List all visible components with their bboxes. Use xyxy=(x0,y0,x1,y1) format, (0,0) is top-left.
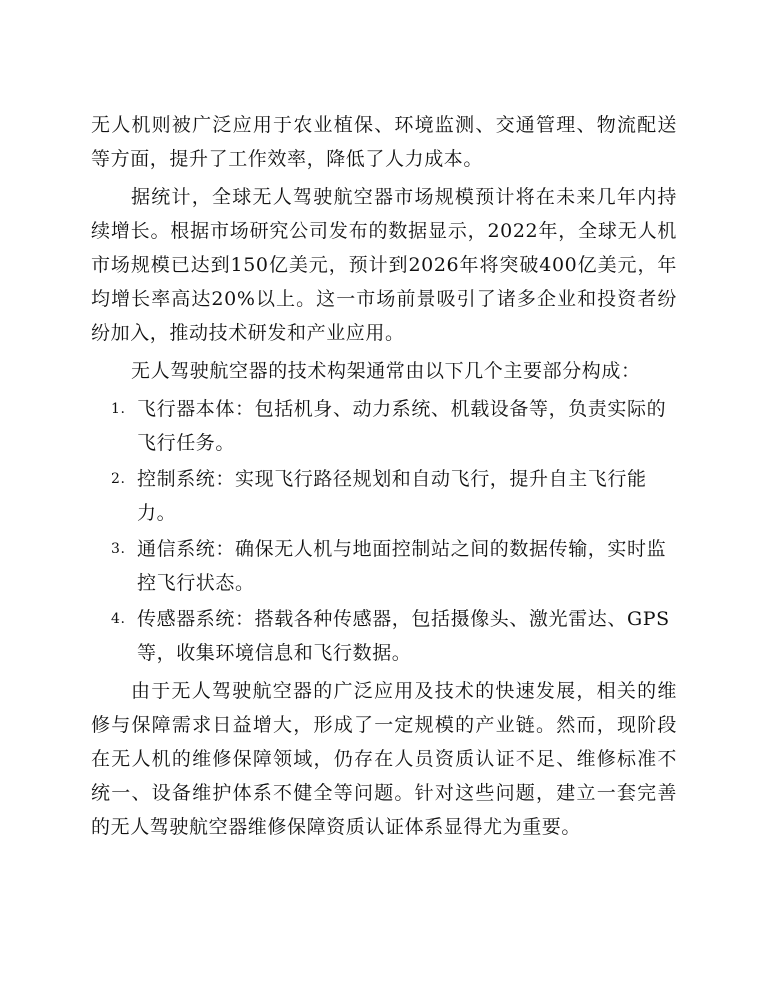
list-item xyxy=(91,462,677,530)
list-item-number: 1. xyxy=(111,401,126,417)
architecture-list xyxy=(91,392,677,670)
list-item-text: 通信系统：确保无人机与地面控制站之间的数据传输，实时监控飞行状态。 xyxy=(137,538,667,594)
list-item-number: 2. xyxy=(111,471,126,487)
paragraph-architecture-intro: 无人驾驶航空器的技术构架通常由以下几个主要部分构成： xyxy=(131,360,641,382)
list-item xyxy=(91,392,677,460)
paragraph-maintenance-issues: 由于无人驾驶航空器的广泛应用及技术的快速发展，相关的维修与保障需求日益增大，形成了一定规模的产业链。然而，现阶段在无人机的维修保障领域，仍存在人员资质认证不足、维修标准不统一、设备维护体系不健全等问题。针对这些问题，建立一套完善的无人驾驶航空器维修保障资质认证体系显得尤为重要。 xyxy=(91,680,677,838)
list-item-number: 3. xyxy=(111,541,126,557)
list-item-number: 4. xyxy=(111,611,126,627)
list-item-text: 传感器系统：搭载各种传感器，包括摄像头、激光雷达、GPS等，收集环境信息和飞行数据。 xyxy=(137,608,670,664)
document-body xyxy=(91,108,677,844)
list-item-text: 控制系统：实现飞行路径规划和自动飞行，提升自主飞行能力。 xyxy=(137,468,647,524)
list-item xyxy=(91,532,677,600)
paragraph-applications: 无人机则被广泛应用于农业植保、环境监测、交通管理、物流配送等方面，提升了工作效率，降低了人力成本。 xyxy=(91,114,677,170)
list-item-text: 飞行器本体：包括机身、动力系统、机载设备等，负责实际的飞行任务。 xyxy=(137,398,667,454)
list-item xyxy=(91,602,677,670)
paragraph-market-statistics: 据统计，全球无人驾驶航空器市场规模预计将在未来几年内持续增长。根据市场研究公司发布的数据显示，2022年，全球无人机市场规模已达到150亿美元，预计到2026年将突破400亿美元，年均增长率高达20%以上。这一市场前景吸引了诸多企业和投资者纷纷加入，推动技术研发和产业应用。 xyxy=(91,186,677,344)
